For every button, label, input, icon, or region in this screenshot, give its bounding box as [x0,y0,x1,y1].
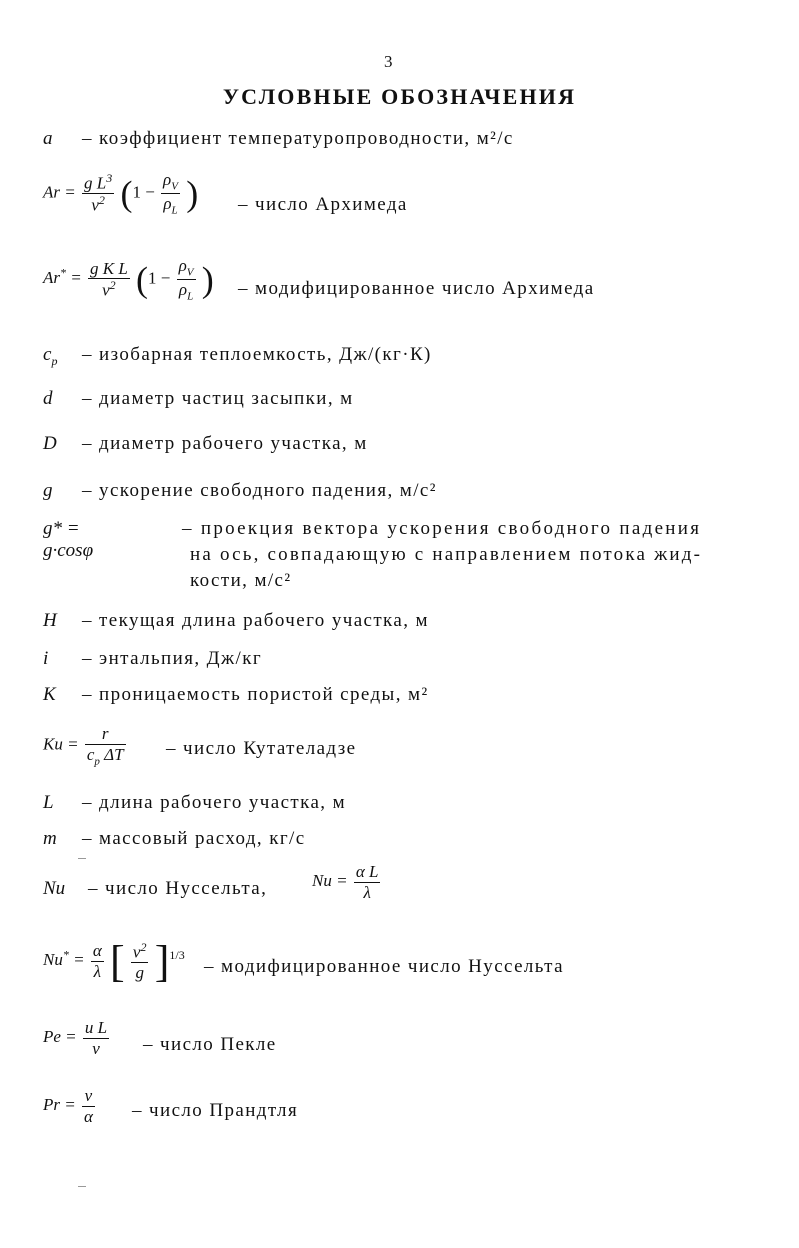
formula-nusselt-modified: Nu* = $\frac{\alpha}{\lambda}$ [ $\frac{\nu^2}{g}$ ]$^{1/3}$ [43,937,185,986]
description: – число Архимеда [238,194,408,215]
formula-kutateladze: Ku = $\frac{r}{c_p \Delta T}$ [43,724,124,767]
description: – изобарная теплоемкость, Дж/(кг·К) [82,344,432,365]
description: – энтальпия, Дж/кг [82,648,263,669]
symbol: L [43,792,54,813]
description: – проницаемость пористой среды, м² [82,684,429,705]
symbol: H [43,610,57,631]
formula-archimedes-modified: Ar* = $\frac{\text{g K L}}{\nu^2}$ (1 − $\frac{\rho_V}{\rho_L}$ ) [43,256,214,303]
description: – коэффициент температуропроводности, м²/с [82,128,514,149]
description-line-1: – проекция вектора ускорения свободного падения [182,518,702,539]
symbol: $c_p$ [43,344,58,368]
description: – модифицированное число Нуссельта [204,956,564,977]
description-line-2: на ось, совпадающую с направлением потока жид- [190,544,703,565]
symbol: a [43,128,53,149]
page-number: 3 [384,52,393,71]
symbol: d [43,388,53,409]
formula-prandtl: Pr = $\frac{\nu}{\alpha}$ [43,1086,93,1126]
formula-peclet: Pe = $\frac{\text{u L}}{\nu}$ [43,1018,108,1058]
symbol: m [43,828,57,849]
page-title: УСЛОВНЫЕ ОБОЗНАЧЕНИЯ [222,84,577,109]
symbol: Nu [43,878,66,899]
symbol: g [43,480,53,501]
symbol: D [43,433,57,454]
description: – текущая длина рабочего участка, м [82,610,429,631]
symbol: K [43,684,56,705]
description: – число Кутателадзе [166,738,357,759]
symbol: g* = g·cosφ [43,518,94,561]
formula-nusselt: Nu = $\frac{\text{α L}}{\lambda}$ [312,862,379,902]
scan-mark [78,1186,86,1187]
scan-mark [78,858,86,859]
symbol: i [43,648,49,669]
description: – диаметр рабочего участка, м [82,433,368,454]
description: – диаметр частиц засыпки, м [82,388,354,409]
description: – число Прандтля [132,1100,299,1121]
description-line-3: кости, м/с² [190,570,292,591]
description: – модифицированное число Архимеда [238,278,595,299]
formula-archimedes: Ar = $\frac{g L^3}{\nu^2}$ (1 − $\frac{\rho_V}{\rho_L}$ ) [43,170,199,217]
description: – ускорение свободного падения, м/с² [82,480,437,501]
description: – массовый расход, кг/с [82,828,306,849]
description: – длина рабочего участка, м [82,792,347,813]
description: – число Пекле [143,1034,277,1055]
description: – число Нуссельта, [88,878,268,899]
